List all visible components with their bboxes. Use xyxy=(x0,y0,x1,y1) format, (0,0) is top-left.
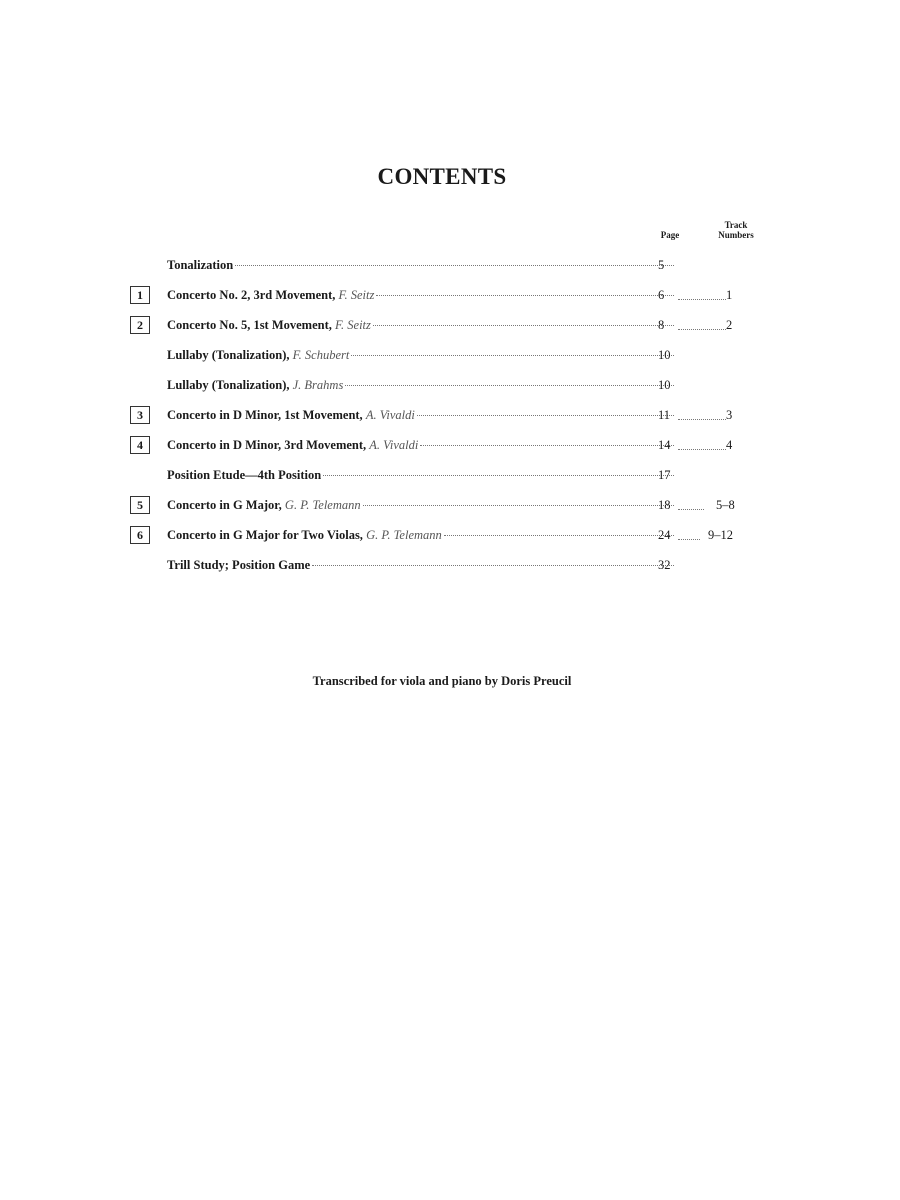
track-number: 9–12 xyxy=(708,528,733,542)
dot-leader xyxy=(373,324,674,326)
entry-title: Concerto No. 5, 1st Movement, xyxy=(167,318,332,332)
selection-number: 1 xyxy=(130,286,150,304)
toc-entry xyxy=(128,434,768,464)
track-number: 3 xyxy=(726,408,733,422)
page-number: 8 xyxy=(658,318,665,332)
page-column-header: Page xyxy=(660,230,680,240)
entry-title: Concerto in D Minor, 1st Movement, xyxy=(167,408,363,422)
page-number: 10 xyxy=(658,348,671,362)
track-dot-leader xyxy=(678,449,726,450)
dot-leader xyxy=(323,474,674,476)
toc-entry xyxy=(128,494,768,524)
page-number: 14 xyxy=(658,438,671,452)
page-number: 11 xyxy=(658,408,671,422)
page-number: 10 xyxy=(658,378,671,392)
composer: G. P. Telemann xyxy=(366,528,442,542)
track-dot-leader xyxy=(678,509,704,510)
composer: A. Vivaldi xyxy=(365,408,415,422)
track-number: 4 xyxy=(726,438,733,452)
selection-number: 2 xyxy=(130,316,150,334)
entry-title: Concerto in G Major, xyxy=(167,498,282,512)
transcription-credit: Transcribed for viola and piano by Doris Preucil xyxy=(312,674,572,688)
toc-entry xyxy=(128,374,768,404)
dot-leader xyxy=(351,354,674,356)
dot-leader xyxy=(235,264,674,266)
track-dot-leader xyxy=(678,329,726,330)
entry-title: Lullaby (Tonalization), xyxy=(167,378,290,392)
track-dot-leader xyxy=(678,419,726,420)
dot-leader xyxy=(417,414,674,416)
composer: A. Vivaldi xyxy=(369,438,419,452)
toc-entry xyxy=(128,464,768,494)
toc-entry xyxy=(128,404,768,434)
dot-leader xyxy=(376,294,674,296)
entry-title: Trill Study; Position Game xyxy=(167,558,311,572)
track-number: 2 xyxy=(726,318,733,332)
entry-title: Concerto in D Minor, 3rd Movement, xyxy=(167,438,367,452)
page-number: 24 xyxy=(658,528,671,542)
track-dot-leader xyxy=(678,299,726,300)
entry-title: Concerto in G Major for Two Violas, xyxy=(167,528,363,542)
dot-leader xyxy=(420,444,674,446)
composer: F. Seitz xyxy=(335,318,371,332)
table-of-contents xyxy=(128,254,768,584)
page-number: 6 xyxy=(658,288,665,302)
toc-entry xyxy=(128,284,768,314)
track-dot-leader xyxy=(678,539,700,540)
track-header-line1: Track xyxy=(724,220,748,230)
composer: G. P. Telemann xyxy=(284,498,361,512)
toc-entry xyxy=(128,314,768,344)
dot-leader xyxy=(363,504,674,506)
page-title: CONTENTS xyxy=(377,164,507,189)
track-header-line2: Numbers xyxy=(718,230,754,240)
toc-entry xyxy=(128,254,768,284)
dot-leader xyxy=(312,564,674,566)
page-number: 17 xyxy=(658,468,671,482)
composer: F. Seitz xyxy=(338,288,375,302)
page-number: 32 xyxy=(658,558,671,572)
entry-title: Concerto No. 2, 3rd Movement, xyxy=(167,288,336,302)
composer: F. Schubert xyxy=(292,348,350,362)
entry-title: Lullaby (Tonalization), xyxy=(167,348,290,362)
selection-number: 5 xyxy=(130,496,150,514)
dot-leader xyxy=(345,384,674,386)
entry-title: Position Etude—4th Position xyxy=(167,468,322,482)
page-number: 18 xyxy=(658,498,671,512)
track-number: 5–8 xyxy=(716,498,735,512)
page-number: 5 xyxy=(658,258,665,272)
dot-leader xyxy=(444,534,674,536)
toc-entry xyxy=(128,554,768,584)
toc-entry xyxy=(128,524,768,554)
selection-number: 6 xyxy=(130,526,150,544)
track-number: 1 xyxy=(726,288,733,302)
selection-number: 3 xyxy=(130,406,150,424)
track-column-header xyxy=(710,220,762,240)
selection-number: 4 xyxy=(130,436,150,454)
entry-title: Tonalization xyxy=(167,258,234,272)
composer: J. Brahms xyxy=(292,378,344,392)
toc-entry xyxy=(128,344,768,374)
